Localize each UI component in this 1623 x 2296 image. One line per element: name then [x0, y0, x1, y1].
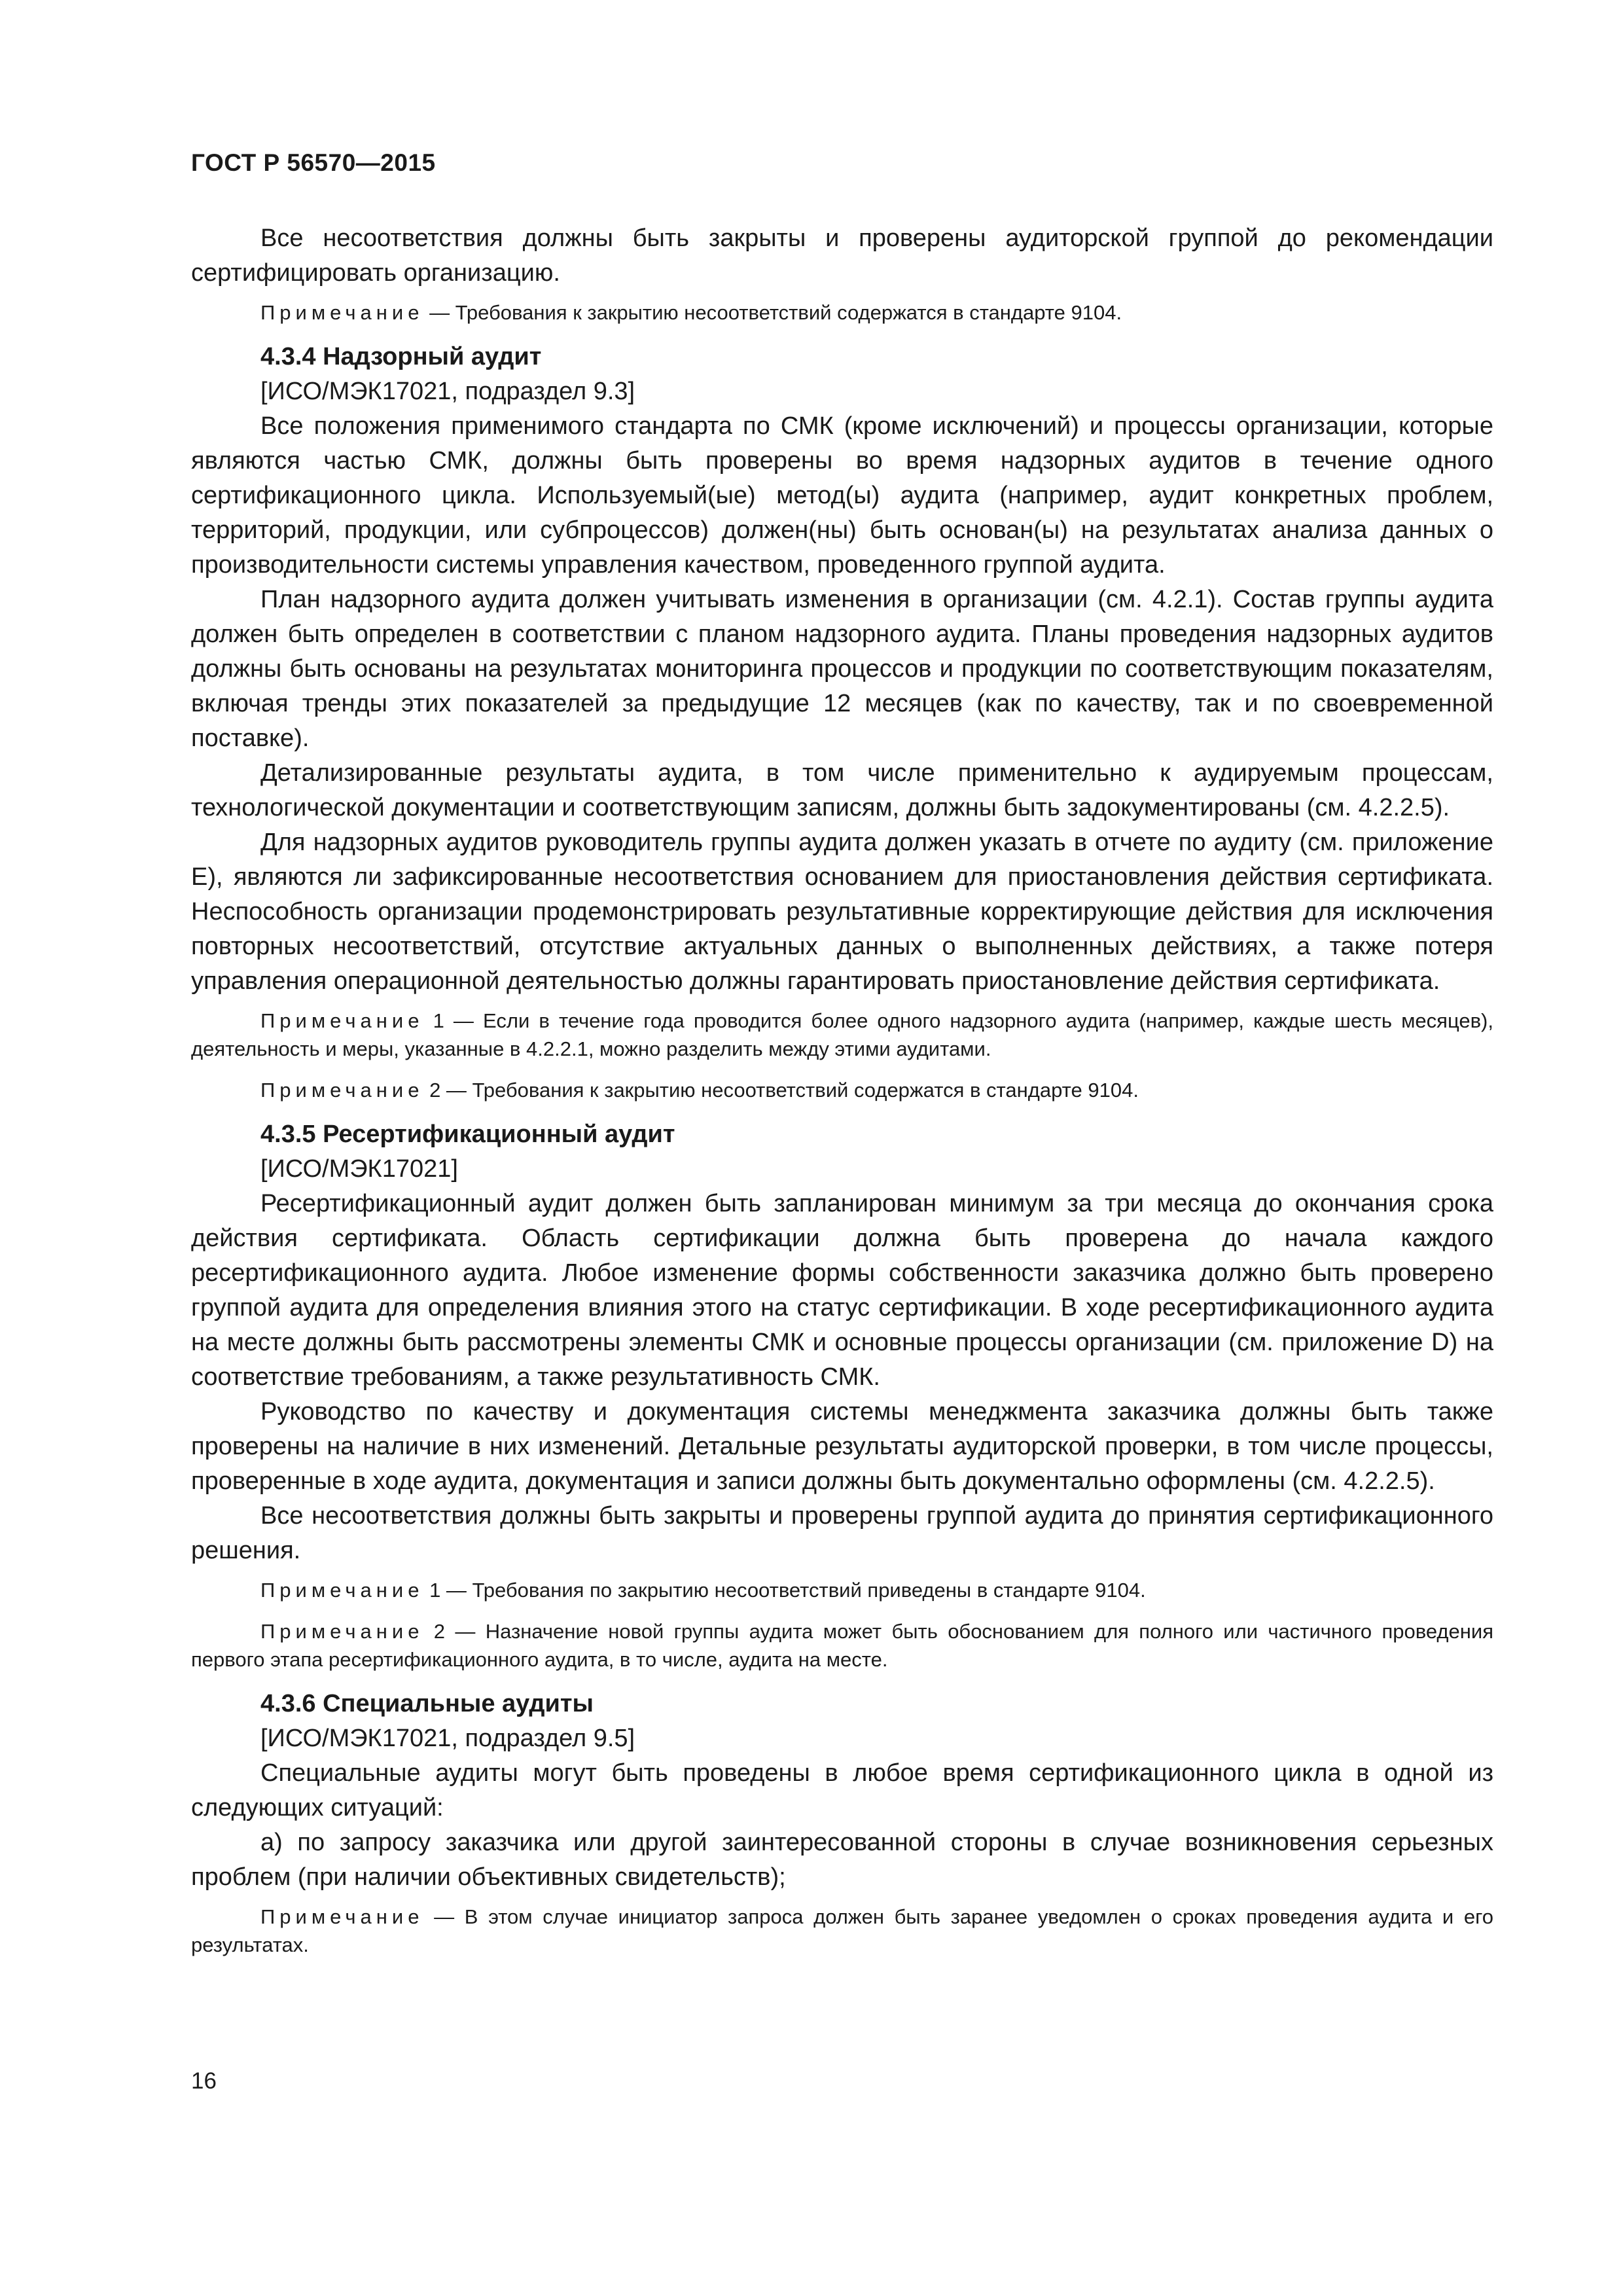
note-text: 1 — Требования по закрытию несоответствий приведены в стандарте 9104. [429, 1579, 1146, 1602]
note-text: — В этом случае инициатор запроса должен быть заранее уведомлен о сроках проведения аудита и его результатах. [191, 1905, 1493, 1956]
note [191, 1076, 1493, 1104]
page-content [191, 221, 1493, 1972]
paragraph: Все положения применимого стандарта по СМК (кроме исключений) и процессы организации, которые являются частью СМК, должны быть проверены во время надзорных аудитов в течение одного сертификационного цикла. Используемый(ые) метод(ы) аудита (например, аудит конкретных проблем, территорий, продукции, или субпроцессов) должен(ны) быть основан(ы) на результатах анализа данных о производительности системы управления качеством, проведенного группой аудита. [191, 412, 1493, 579]
section-reference-4-3-4: [ИСО/МЭК17021, подраздел 9.3] [260, 378, 635, 405]
paragraph: Все несоответствия должны быть закрыты и проверены группой аудита до принятия сертификационного решения. [191, 1502, 1493, 1564]
note [191, 1617, 1493, 1674]
section-heading-4-3-5: 4.3.5 Ресертификационный аудит [260, 1121, 675, 1148]
list-item: а) по запросу заказчика или другой заинтересованной стороны в случае возникновения серьезных проблем (при наличии объективных свидетельств); [191, 1829, 1493, 1891]
section-reference-4-3-6: [ИСО/МЭК17021, подраздел 9.5] [260, 1725, 635, 1752]
intro-note [191, 298, 1493, 327]
section-heading-4-3-4: 4.3.4 Надзорный аудит [260, 343, 542, 370]
note-label: Примечание [260, 1579, 424, 1602]
note-text: 2 — Назначение новой группы аудита может быть обоснованием для полного или частичного проведения первого этапа ресертификационного аудита, в то числе, аудита на месте. [191, 1620, 1493, 1671]
paragraph: Руководство по качеству и документация системы менеджмента заказчика должны быть также проверены на наличие в них изменений. Детальные результаты аудиторской проверки, в том числе процессы, проверенные в ходе аудита, документация и записи должны быть документально оформлены (см. 4.2.2.5). [191, 1398, 1493, 1495]
note-label: Примечание [260, 1905, 424, 1928]
paragraph: План надзорного аудита должен учитывать изменения в организации (см. 4.2.1). Состав группы аудита должен быть определен в соответствии с планом надзорного аудита. Планы проведения надзорных аудитов должны быть основаны на результатах мониторинга процессов и продукции по соответствующим показателям, включая тренды этих показателей за предыдущие 12 месяцев (как по качеству, так и по своевременной поставке). [191, 586, 1493, 752]
note-text: 1 — Если в течение года проводится более одного надзорного аудита (например, каждые шесть месяцев), деятельность и меры, указанные в 4.2.2.1, можно разделить между этими аудитами. [191, 1009, 1493, 1060]
section-reference-4-3-5: [ИСО/МЭК17021] [260, 1155, 458, 1183]
note-label: Примечание [260, 1079, 424, 1102]
intro-paragraph: Все несоответствия должны быть закрыты и проверены аудиторской группой до рекомендации сертифицировать организацию. [191, 224, 1493, 287]
note-label: Примечание [260, 301, 424, 324]
note-text: 2 — Требования к закрытию несоответствий содержатся в стандарте 9104. [429, 1079, 1139, 1102]
note-label: Примечание [260, 1009, 424, 1032]
note [191, 1903, 1493, 1959]
note-label: Примечание [260, 1620, 424, 1643]
paragraph: Специальные аудиты могут быть проведены в любое время сертификационного цикла в одной из следующих ситуаций: [191, 1759, 1493, 1821]
section-heading-4-3-6: 4.3.6 Специальные аудиты [260, 1690, 594, 1717]
paragraph: Детализированные результаты аудита, в том числе применительно к аудируемым процессам, технологической документации и соответствующим записям, должны быть задокументированы (см. 4.2.2.5). [191, 759, 1493, 821]
standard-header: ГОСТ Р 56570—2015 [191, 149, 436, 176]
paragraph: Для надзорных аудитов руководитель группы аудита должен указать в отчете по аудиту (см. приложение Е), являются ли зафиксированные несоответствия основанием для приостановления действия сертификата. Неспособность организации продемонстрировать результативные корректирующие действия для исключения повторных несоответствий, отсутствие актуальных данных о выполненных действиях, а также потеря управления операционной деятельностью должны гарантировать приостановление действия сертификата. [191, 829, 1493, 995]
note [191, 1007, 1493, 1063]
paragraph: Ресертификационный аудит должен быть запланирован минимум за три месяца до окончания срока действия сертификата. Область сертификации должна быть проверена до начала каждого ресертификационного аудита. Любое изменение формы собственности заказчика должно быть проверено группой аудита для определения влияния этого на статус сертификации. В ходе ресертификационного аудита на месте должны быть рассмотрены элементы СМК и основные процессы организации (см. приложение D) на соответствие требованиям, а также результативность СМК. [191, 1190, 1493, 1391]
note-text: — Требования к закрытию несоответствий содержатся в стандарте 9104. [429, 301, 1122, 324]
page-number: 16 [191, 2068, 217, 2094]
note [191, 1576, 1493, 1604]
